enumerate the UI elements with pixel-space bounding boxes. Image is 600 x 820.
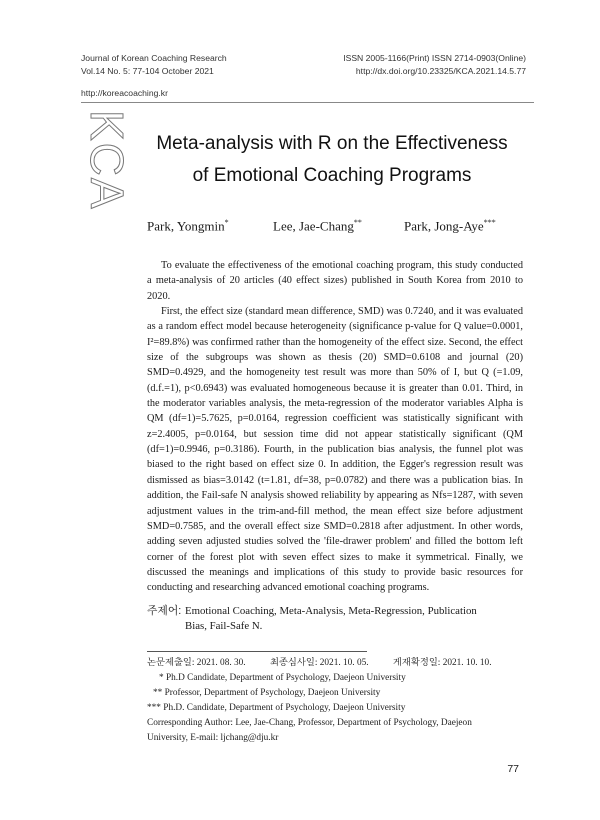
date-revised: 최종심사일: 2021. 10. 05. <box>269 658 369 668</box>
doi-link[interactable]: http://dx.doi.org/10.23325/KCA.2021.14.5.77 <box>355 66 526 76</box>
kca-logo: KCA <box>81 110 133 211</box>
footnote-2: ** Professor, Department of Psychology, Daejeon University <box>153 688 381 698</box>
paper-title-line2: of Emotional Coaching Programs <box>192 165 472 186</box>
issn-info: ISSN 2005-1166(Print) ISSN 2714-0903(Online) <box>343 53 526 63</box>
footnote-1: * Ph.D Candidate, Department of Psychology, Daejeon University <box>159 673 406 683</box>
abstract <box>147 258 523 596</box>
journal-url[interactable]: http://koreacoaching.kr <box>81 88 168 98</box>
abstract-paragraph-1: To evaluate the effectiveness of the emotional coaching program, this study conducted a meta-analysis of 20 articles (40 effect sizes) published in South Korea from 2010 to 2020. <box>147 260 523 302</box>
header-rule <box>81 102 534 103</box>
author-3: Park, Jong-Aye*** <box>404 218 496 234</box>
paper-title-line1: Meta-analysis with R on the Effectiveness <box>156 133 508 154</box>
abstract-paragraph-2: First, the effect size (standard mean difference, SMD) was 0.7240, and it was evaluated as a random effect model because heterogeneity (significance p-value for Q value=0.0001, I²=89.8%) was confirmed rather than the homogeneity of the effect size. Second, the effect size of the subgroups was shown as thesis (20) SMD=0.6108 and journal (20) SMD=0.4929, and the homogeneity test result was more than 50% of I, but Q (=1.09, (d.f.=1), p<0.6943) was evaluated homogeneous because it is greater than 0.01. Third, in the moderator variables analysis, the meta-regression of the moderator variables Alpha is QM (df=1)=5.7625, p=0.0164, regression coefficient was statistically significant with z=2.4005, p=0.0164, but session time did not appear statistically significant (QM (df=1)=0.9946, p=0.3186). Fourth, in the publication bias analysis, the funnel plot was biased to the right based on effect size 0. In addition, the Egger's regression result was dismissed as bias=3.0142 (t=1.81, df=38, p=0.0782) and there was a publication bias. In addition, the Fail-safe N analysis showed reliability by appearing as Nfs=1287, with seven adjustment values in the trim-and-fill method, the mean effect size before adjustment SMD=0.7585, and the overall effect size SMD=0.2818 after adjustment. In other words, adding seven adjusted studies solved the 'file-drawer problem' and filled the bottom left corner of the forest plot with seven effect sizes to make it symmetrical. Finally, we discussed the meanings and implications of this study to provide basic resources for conducting and researching advanced emotional coaching programs. <box>147 306 523 594</box>
footnote-rule <box>147 651 367 652</box>
corresponding-email: University, E-mail: ljchang@dju.kr <box>147 733 279 743</box>
author-2: Lee, Jae-Chang** <box>273 218 362 234</box>
journal-name: Journal of Korean Coaching Research <box>81 53 227 63</box>
author-1: Park, Yongmin* <box>147 218 229 234</box>
submission-dates <box>147 656 527 671</box>
page-number: 77 <box>507 763 519 775</box>
keywords-label: 주제어: <box>147 605 182 617</box>
volume-info: Vol.14 No. 5: 77-104 October 2021 <box>81 66 214 76</box>
corresponding-author: Corresponding Author: Lee, Jae-Chang, Professor, Department of Psychology, Daejeon <box>147 718 472 728</box>
footnote-3: *** Ph.D. Candidate, Department of Psychology, Daejeon University <box>147 703 406 713</box>
date-accepted: 게재확정일: 2021. 10. 10. <box>392 658 492 668</box>
date-received: 논문제출일: 2021. 08. 30. <box>147 658 246 668</box>
keywords-text: Emotional Coaching, Meta-Analysis, Meta-Regression, Publication Bias, Fail-Safe N. <box>185 605 477 632</box>
